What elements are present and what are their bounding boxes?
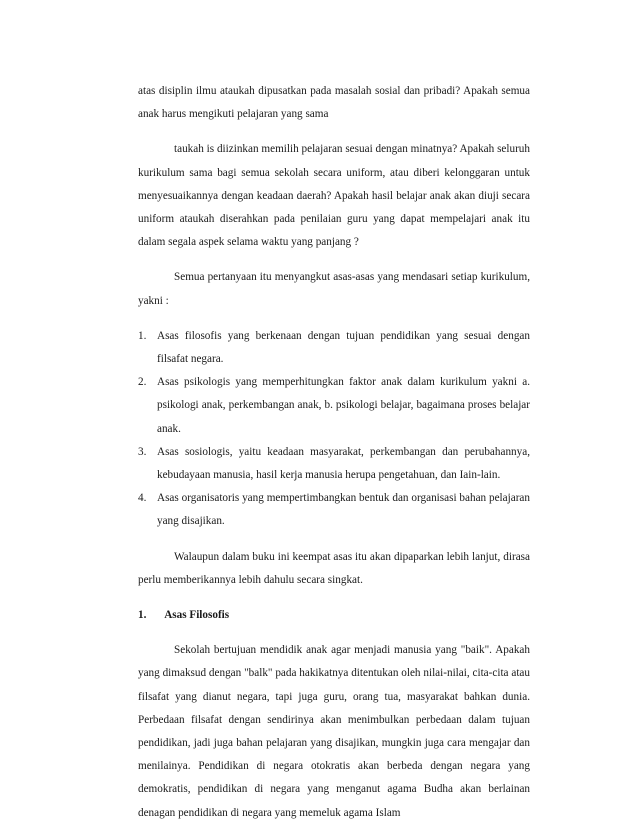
list-item-number: 3. bbox=[138, 445, 147, 458]
list-item-number: 4. bbox=[138, 492, 147, 505]
section-heading bbox=[138, 604, 530, 627]
paragraph-questions: taukah is diizinkan memilih pelajaran sesuai dengan minatnya? Apakah seluruh kurikulum sama bagi semua sekolah secara uniform, atau diberi kelonggaran untuk menyesuaikannya dengan keadaan daerah? Apakah hasil belajar anak akan diuji secara uniform ataukah diserahkan pada penilaian guru yang dapat mempelajari anak itu dalam segala aspek selama waktu yang panjang ? bbox=[138, 143, 530, 249]
section-title: Asas Filosofis bbox=[164, 609, 230, 622]
paragraph-summary: Walaupun dalam buku ini keempat asas itu akan dipaparkan lebih lanjut, dirasa perlu memberikannya lebih dahulu secara singkat. bbox=[138, 550, 530, 586]
list-item bbox=[138, 371, 530, 441]
asas-list bbox=[138, 325, 530, 534]
list-item-text: Asas sosiologis, yaitu keadaan masyarakat, perkembangan dan perubahannya, kebudayaan manusia, hasil kerja manusia herupa pengetahuan, dan Iain-lain. bbox=[157, 445, 530, 482]
list-item-text: Asas psikologis yang memperhitungkan faktor anak dalam kurikulum yakni a. psikologi anak, perkembangan anak, b. psikologi belajar, bagaimana proses belajar anak. bbox=[157, 376, 530, 435]
list-item bbox=[138, 441, 530, 487]
paragraph-intro: atas disiplin ilmu ataukah dipusatkan pada masalah sosial dan pribadi? Apakah semua anak harus mengikuti pelajaran yang sama bbox=[138, 85, 530, 121]
list-item bbox=[138, 325, 530, 371]
list-item-number: 1. bbox=[138, 329, 147, 342]
list-item-text: Asas filosofis yang berkenaan dengan tujuan pendidikan yang sesuai dengan filsafat negara. bbox=[157, 329, 530, 366]
list-item-number: 2. bbox=[138, 376, 147, 389]
paragraph-asas-intro: Semua pertanyaan itu menyangkut asas-asas yang mendasari setiap kurikulum, yakni : bbox=[138, 271, 530, 307]
list-item bbox=[138, 487, 530, 533]
list-item-text: Asas organisatoris yang mempertimbangkan bentuk dan organisasi bahan pelajaran yang disajikan. bbox=[157, 492, 530, 528]
paragraph-filosofis: Sekolah bertujuan mendidik anak agar menjadi manusia yang "baik". Apakah yang dimaksud dengan "balk" pada hakikatnya ditentukan oleh nilai-nilai, cita-cita atau filsafat yang dianut negara, tapi juga guru, orang tua, masyarakat bahkan dunia. Perbedaan filsafat dengan sendirinya akan menimbulkan perbedaan dalam tujuan pendidikan, jadi juga bahan pelajaran yang disajikan, mungkin juga cara mengajar dan menilainya. Pendidikan di negara otokratis akan berbeda dengan negara yang demokratis, pendidikan di negara yang menganut agama Budha akan berlainan denagan pendidikan di negara yang memeluk agama Islam bbox=[138, 644, 530, 819]
section-number: 1. bbox=[138, 609, 147, 622]
